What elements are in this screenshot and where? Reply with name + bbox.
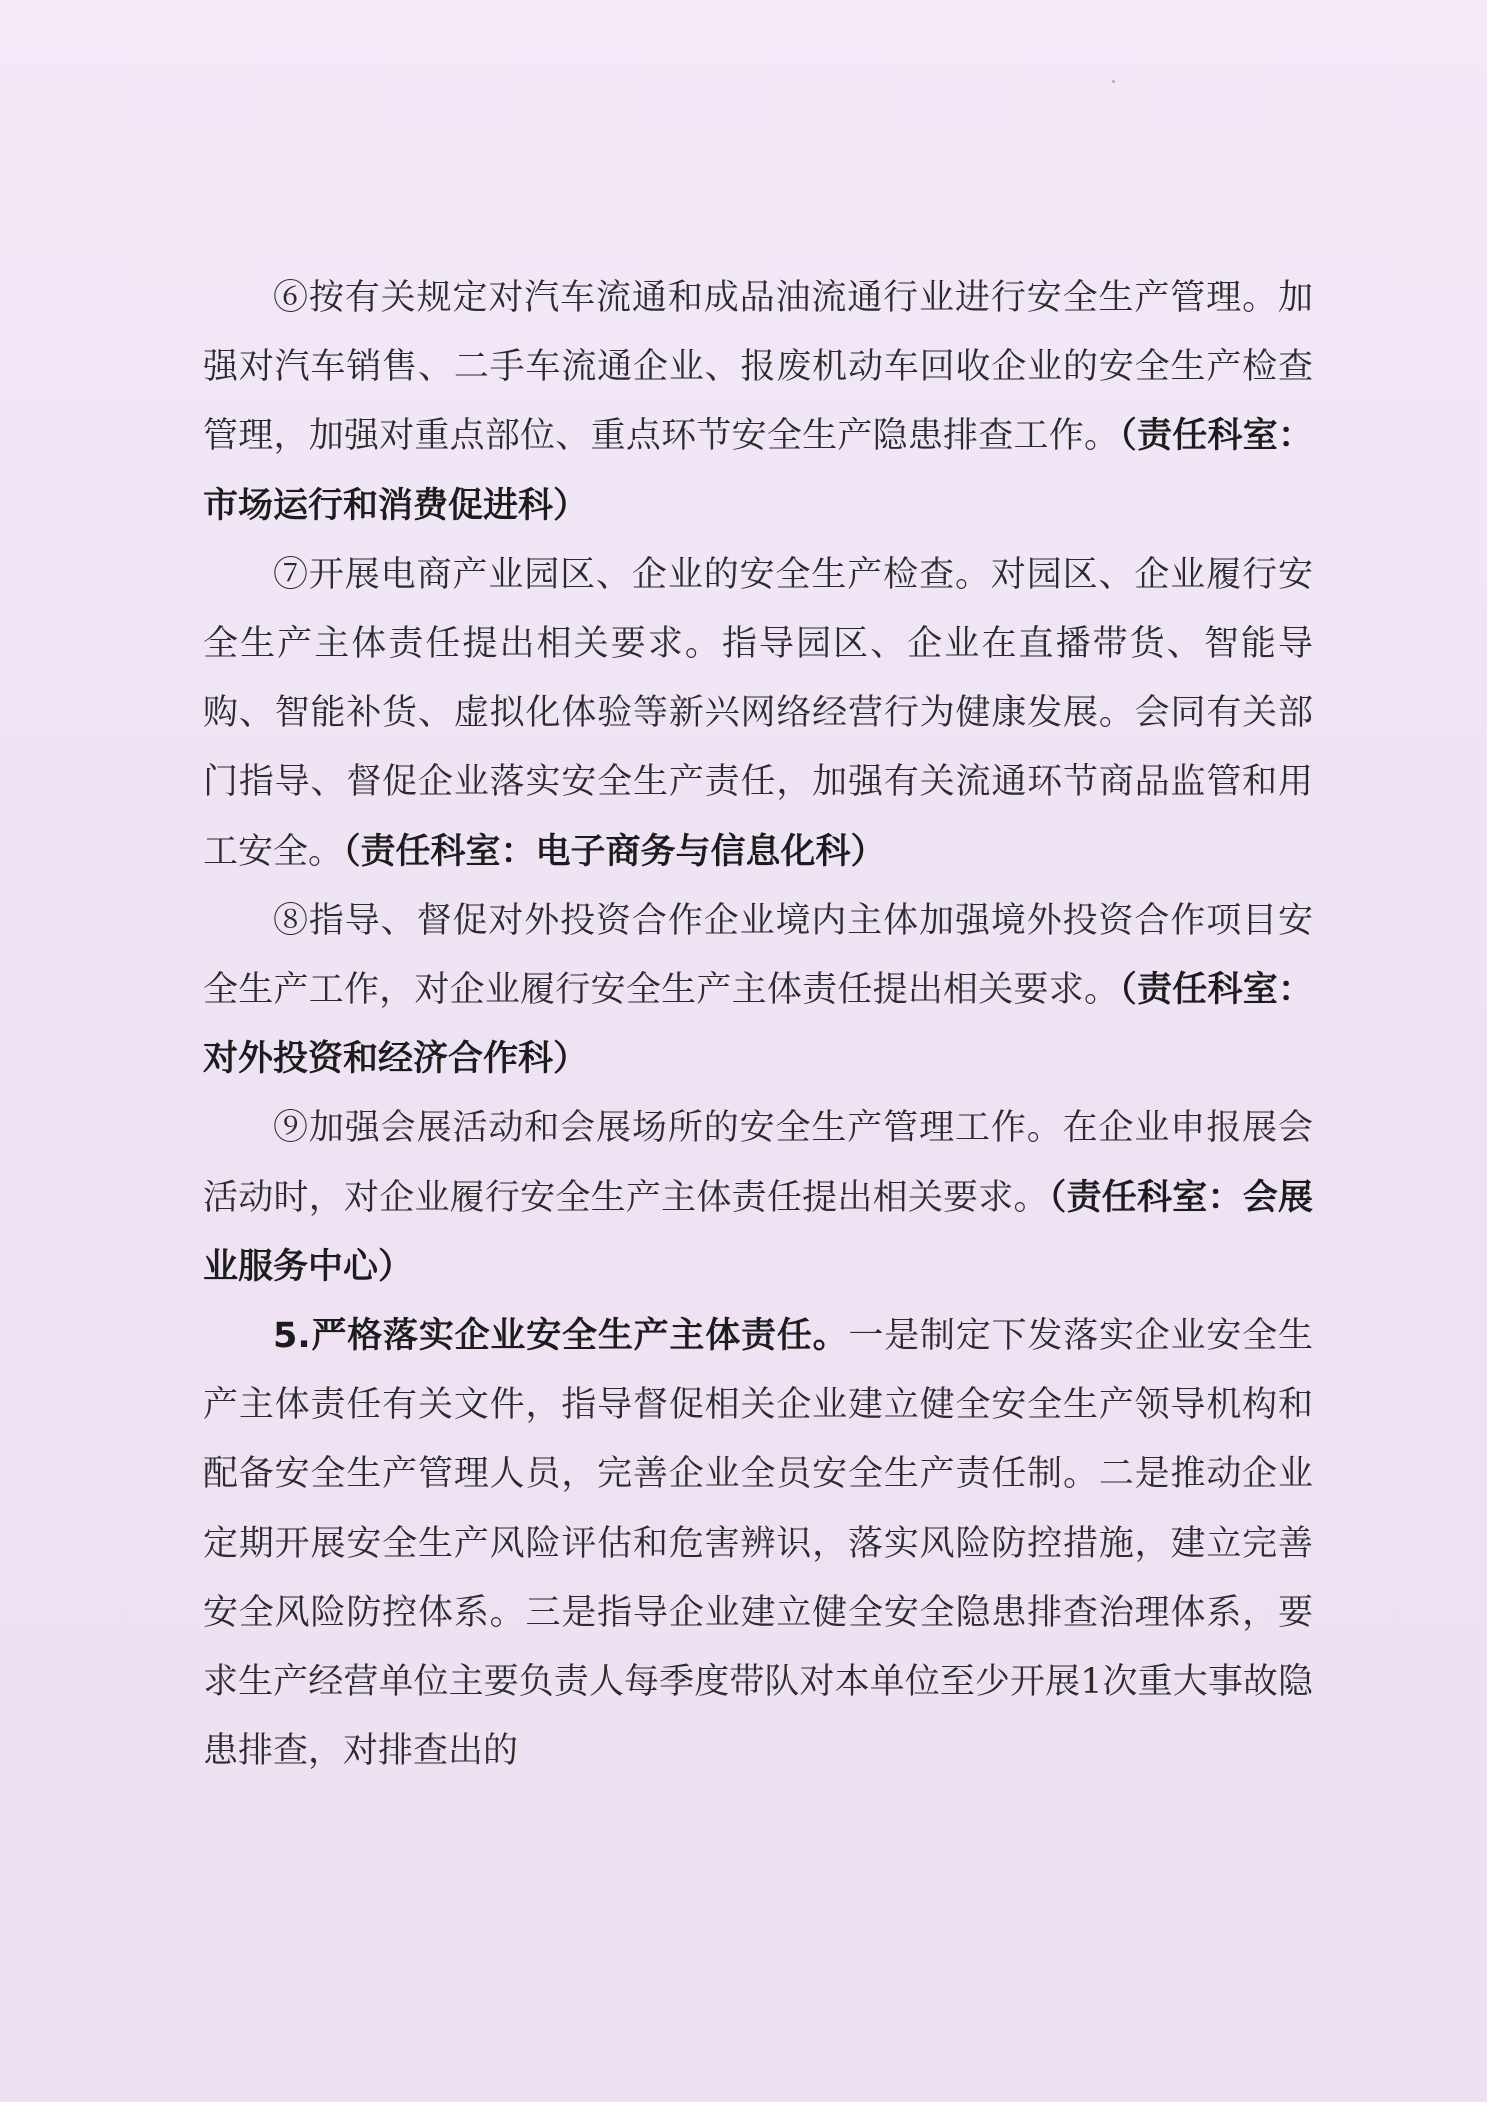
paragraph-9-text: ⑨加强会展活动和会展场所的安全生产管理工作。在企业申报展会活动时，对企业履行安全生产主体责任提出相关要求。 <box>203 1108 1313 1218</box>
scan-speck <box>1112 80 1115 83</box>
paragraph-7-text: ⑦开展电商产业园区、企业的安全生产检查。对园区、企业履行安全生产主体责任提出相关要求。指导园区、企业在直播带货、智能导购、智能补货、虚拟化体验等新兴网络经营行为健康发展。会同有关部门指导、督促企业落实安全生产责任，加强有关流通环节商品监管和用工安全。 <box>203 554 1313 872</box>
paragraph-8 <box>203 887 1313 1095</box>
paragraph-7 <box>203 541 1313 887</box>
paragraph-7-responsibility: （责任科室：电子商务与信息化科） <box>343 831 886 872</box>
document-body <box>203 264 1313 1786</box>
section-5-paragraph <box>203 1302 1313 1786</box>
paragraph-6-text: ⑥按有关规定对汽车流通和成品油流通行业进行安全生产管理。加强对汽车销售、二手车流通企业、报废机动车回收企业的安全生产检查管理，加强对重点部位、重点环节安全生产隐患排查工作。 <box>203 278 1313 457</box>
paragraph-6-responsibility: （责任科室：市场运行和消费促进科） <box>203 416 1313 526</box>
section-5-heading: 5.严格落实企业安全生产主体责任。 <box>273 1316 849 1357</box>
paragraph-9-responsibility: （责任科室：会展业服务中心） <box>203 1177 1313 1287</box>
paragraph-6 <box>203 264 1313 541</box>
paragraph-8-text: ⑧指导、督促对外投资合作企业境内主体加强境外投资合作项目安全生产工作，对企业履行安全生产主体责任提出相关要求。 <box>203 900 1313 1011</box>
paragraph-8-responsibility: （责任科室：对外投资和经济合作科） <box>203 970 1313 1080</box>
paragraph-9 <box>203 1094 1313 1302</box>
section-5-text: 一是制定下发落实企业安全生产主体责任有关文件，指导督促相关企业建立健全安全生产领导机构和配备安全生产管理人员，完善企业全员安全生产责任制。二是推动企业定期开展安全生产风险评估和危害辨识，落实风险防控措施，建立完善安全风险防控体系。三是指导企业建立健全安全隐患排查治理体系，要求生产经营单位主要负责人每季度带队对本单位至少开展1次重大事故隐患排查，对排查出的 <box>203 1316 1313 1772</box>
